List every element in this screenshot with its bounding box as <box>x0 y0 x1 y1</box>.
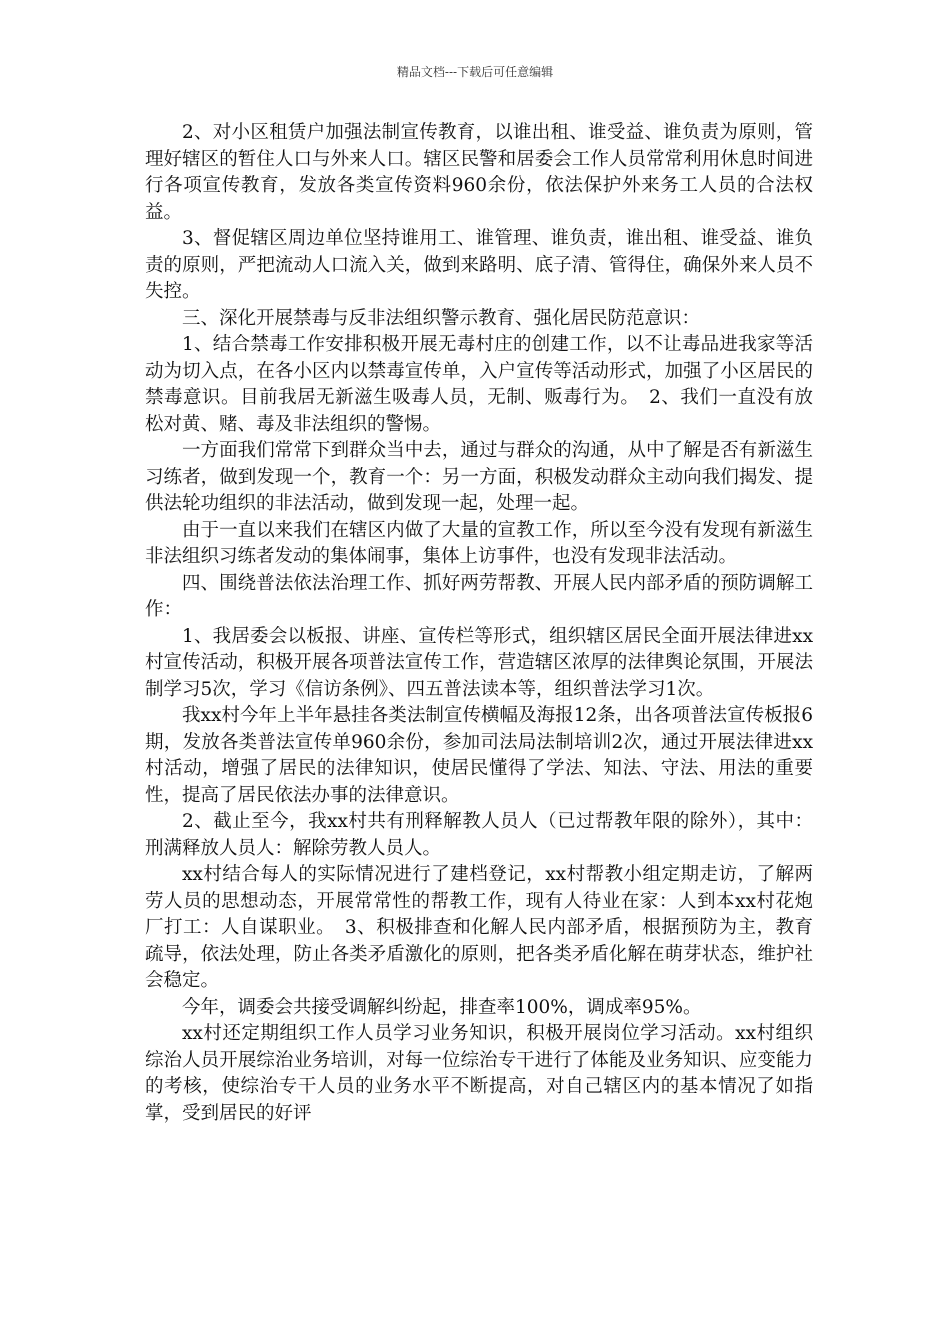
paragraph: xx村还定期组织工作人员学习业务知识，积极开展岗位学习活动。xx村组织综治人员开展综治业务培训，对每一位综治专干进行了体能及业务知识、应变能力的考核，使综治专干人员的业务水平不断提高，对自己辖区内的基本情况了如指掌，受到居民的好评 <box>145 1023 813 1124</box>
paragraph: 今年，调委会共接受调解纠纷起，排查率100%，调成率95%。 <box>182 996 702 1018</box>
paragraph: 2、截止至今，我xx村共有刑释解教人员人（已过帮教年限的除外），其中：刑满释放人员人：解除劳教人员人。 <box>145 811 813 859</box>
document-body <box>145 120 813 1127</box>
page-header: 精品文档---下载后可任意编辑 <box>396 65 554 79</box>
paragraph: 3、督促辖区周边单位坚持谁用工、谁管理、谁负责，谁出租、谁受益、谁负责的原则，严把流动人口流入关，做到来路明、底子清、管得住，确保外来人员不失控。 <box>145 228 813 302</box>
section-heading: 四、围绕普法依法治理工作、抓好两劳帮教、开展人民内部矛盾的预防调解工作： <box>145 572 813 620</box>
paragraph: 我xx村今年上半年悬挂各类法制宣传横幅及海报12条，出各项普法宣传板报6期，发放各类普法宣传单960余份，参加司法局法制培训2次，通过开展法律进xx村活动，增强了居民的法律知识，使居民懂得了学法、知法、守法、用法的重要性，提高了居民依法办事的法律意识。 <box>145 705 813 806</box>
paragraph: 2、对小区租赁户加强法制宣传教育，以谁出租、谁受益、谁负责为原则，管理好辖区的暂住人口与外来人口。辖区民警和居委会工作人员常常利用休息时间进行各项宣传教育，发放各类宣传资料960余份，依法保护外来务工人员的合法权益。 <box>145 122 813 223</box>
paragraph: 1、结合禁毒工作安排积极开展无毒村庄的创建工作，以不让毒品进我家等活动为切入点，在各小区内以禁毒宣传单，入户宣传等活动形式，加强了小区居民的禁毒意识。目前我居无新滋生吸毒人员，无制、贩毒行为。 2、我们一直没有放松对黄、赌、毒及非法组织的警惕。 <box>145 334 813 435</box>
paragraph: 一方面我们常常下到群众当中去，通过与群众的沟通，从中了解是否有新滋生习练者，做到发现一个，教育一个：另一方面，积极发动群众主动向我们揭发、提供法轮功组织的非法活动，做到发现一起，处理一起。 <box>145 440 813 514</box>
section-heading: 三、深化开展禁毒与反非法组织警示教育、强化居民防范意识： <box>182 307 701 329</box>
paragraph: 由于一直以来我们在辖区内做了大量的宣教工作，所以至今没有发现有新滋生非法组织习练者发动的集体闹事，集体上访事件，也没有发现非法活动。 <box>145 519 813 567</box>
paragraph: xx村结合每人的实际情况进行了建档登记，xx村帮教小组定期走访，了解两劳人员的思想动态，开展常常性的帮教工作，现有人待业在家：人到本xx村花炮厂打工：人自谋职业。 3、积极排查和化解人民内部矛盾，根据预防为主，教育疏导，依法处理，防止各类矛盾激化的原则，把各类矛盾化解在萌芽状态，维护社会稳定。 <box>145 864 813 991</box>
paragraph: 1、我居委会以板报、讲座、宣传栏等形式，组织辖区居民全面开展法律进xx村宣传活动，积极开展各项普法宣传工作，营造辖区浓厚的法律舆论氛围，开展法制学习5次，学习《信访条例》、四五普法读本等，组织普法学习1次。 <box>145 625 813 700</box>
